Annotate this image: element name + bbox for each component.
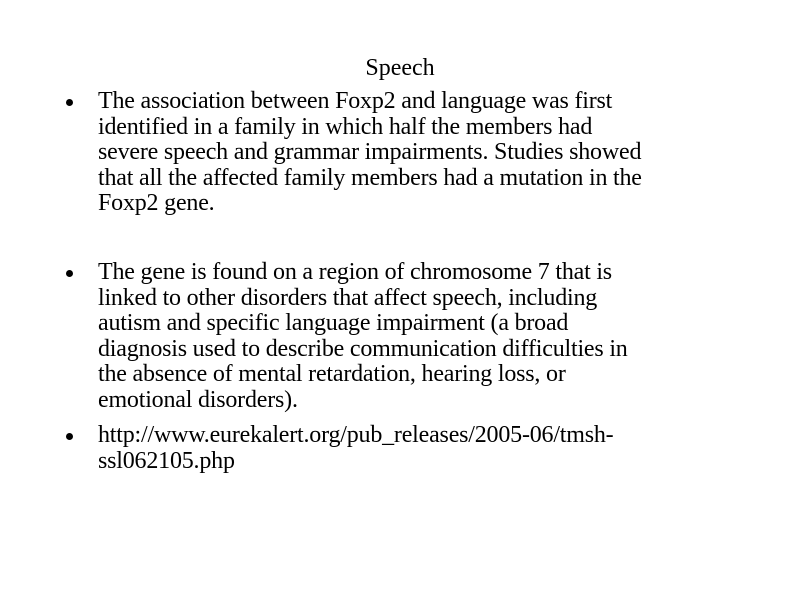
source-url-text: http://www.eurekalert.org/pub_releases/2005-06/tmsh- ssl062105.php — [98, 422, 614, 474]
bullet-dot-icon — [66, 433, 73, 440]
bullet-dot-icon — [66, 99, 73, 106]
bullet-dot-icon — [66, 270, 73, 277]
slide-title: Speech — [365, 55, 435, 81]
bullet-text: The association between Foxp2 and language was first identified in a family in which half the members had severe speech and grammar impairments. Studies showed that all the affected family members had a mutation in the Foxp2 gene. — [98, 88, 642, 216]
bullet-text: The gene is found on a region of chromosome 7 that is linked to other disorders that affect speech, including autism and specific language impairment (a broad diagnosis used to describe communication difficulties in the absence of mental retardation, hearing loss, or emotional disorders). — [98, 259, 628, 413]
